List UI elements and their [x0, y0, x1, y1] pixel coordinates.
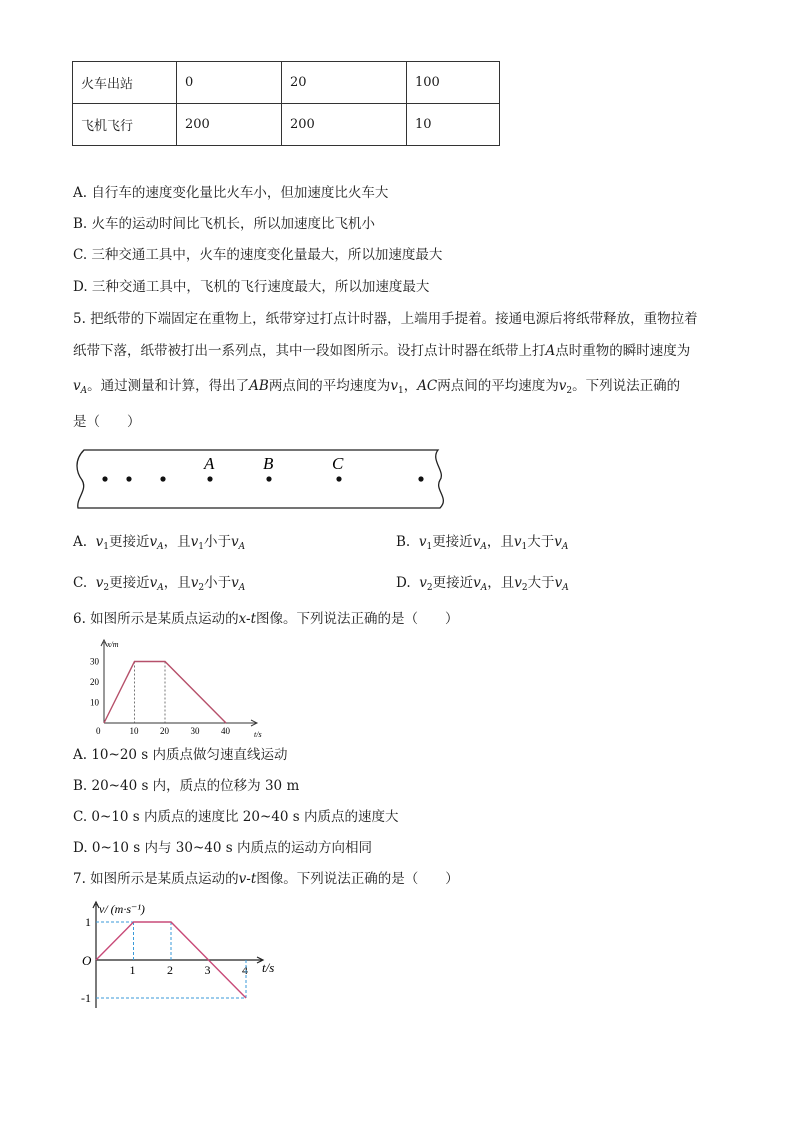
q5-option-b: B. $v_1$更接近$v_A$，且$v_1$大于$v_A$	[396, 534, 569, 552]
x-tick-label: 0	[96, 726, 101, 736]
q6-stem: 6. 如图所示是某质点运动的x-t图像。下列说法正确的是（ ）	[73, 611, 459, 627]
table-cell: 200	[282, 104, 407, 146]
y-tick-label: -1	[81, 991, 91, 1005]
q5-stem-line3: $v_A$。通过测量和计算，得出了AB两点间的平均速度为$v_1$，AC两点间的平均速度为$v_2$。下列说法正确的	[73, 378, 681, 396]
q5-stem-line2: 纸带下落，纸带被打出一系列点，其中一段如图所示。设打点计时器在纸带上打A点时重物的瞬时速度为	[73, 343, 691, 359]
tape-dot-a	[207, 476, 212, 481]
tape-dot-c	[336, 476, 341, 481]
x-tick-label: 3	[204, 963, 211, 977]
tape-dot	[126, 476, 131, 481]
x-tick-label: 40	[221, 726, 230, 736]
x-axis-label: t/s	[254, 730, 262, 739]
table-cell: 200	[177, 104, 282, 146]
q4-option-a: A. 自行车的速度变化量比火车小，但加速度比火车大	[73, 185, 389, 201]
q6-option-d: D. 0~10 s 内与 30~40 s 内质点的运动方向相同	[73, 840, 372, 856]
q5-option-a: A. $v_1$更接近$v_A$，且$v_1$小于$v_A$	[73, 534, 246, 552]
table-cell: 0	[177, 62, 282, 104]
q5-option-c: C. $v_2$更接近$v_A$，且$v_2$小于$v_A$	[73, 575, 246, 593]
x-tick-label: 20	[160, 726, 169, 736]
y-tick-label: 30	[90, 656, 99, 667]
q5-stem-line1: 5. 把纸带的下端固定在重物上，纸带穿过打点计时器，上端用手提着。接通电源后将纸带释放，重物拉着	[73, 311, 698, 327]
table-cell: 10	[407, 104, 500, 146]
q4-option-c: C. 三种交通工具中，火车的速度变化量最大，所以加速度最大	[73, 247, 443, 263]
tape-dot-b	[266, 476, 271, 481]
x-axis-label: t/s	[262, 960, 275, 975]
vt-chart	[78, 896, 288, 1012]
origin-label: O	[82, 953, 92, 968]
table-cell: 飞机飞行	[73, 104, 177, 146]
x-tick-label: 4	[242, 963, 248, 977]
x-tick-label: 1	[129, 963, 136, 977]
table-cell: 100	[407, 62, 500, 104]
q4-option-d: D. 三种交通工具中，飞机的飞行速度最大，所以加速度最大	[73, 279, 430, 295]
tape-dot	[418, 476, 423, 481]
q6-option-a: A. 10~20 s 内质点做匀速直线运动	[73, 747, 288, 763]
x-tick-label: 2	[167, 963, 173, 977]
y-tick-label: 10	[90, 697, 99, 708]
x-tick-label: 30	[190, 726, 200, 736]
tape-label-c: C	[332, 454, 344, 473]
q6-option-b: B. 20~40 s 内，质点的位移为 30 m	[73, 778, 300, 794]
tape-outline	[77, 450, 443, 508]
y-tick-label: 20	[90, 677, 99, 687]
x-tick-label: 10	[129, 726, 139, 736]
y-axis-label: v/ (m·s⁻¹)	[99, 902, 145, 916]
xt-chart	[80, 636, 280, 740]
paper-tape-diagram	[72, 446, 448, 512]
data-table	[72, 61, 500, 146]
tape-dot	[160, 476, 165, 481]
q5-option-d: D. $v_2$更接近$v_A$，且$v_2$大于$v_A$	[396, 575, 569, 593]
q6-option-c: C. 0~10 s 内质点的速度比 20~40 s 内质点的速度大	[73, 809, 399, 825]
tape-dot	[102, 476, 107, 481]
table-row	[73, 104, 500, 146]
q4-option-b: B. 火车的运动时间比飞机长，所以加速度比飞机小	[73, 216, 376, 232]
y-tick-label: 1	[85, 915, 91, 929]
table-cell: 20	[282, 62, 407, 104]
q5-stem-line4: 是（ ）	[73, 414, 141, 430]
table-cell: 火车出站	[73, 62, 177, 104]
tape-label-b: B	[263, 454, 274, 473]
tape-label-a: A	[204, 454, 215, 473]
q7-stem: 7. 如图所示是某质点运动的v-t图像。下列说法正确的是（ ）	[73, 871, 459, 887]
table-row	[73, 62, 500, 104]
y-axis-label: x/m	[107, 640, 119, 649]
